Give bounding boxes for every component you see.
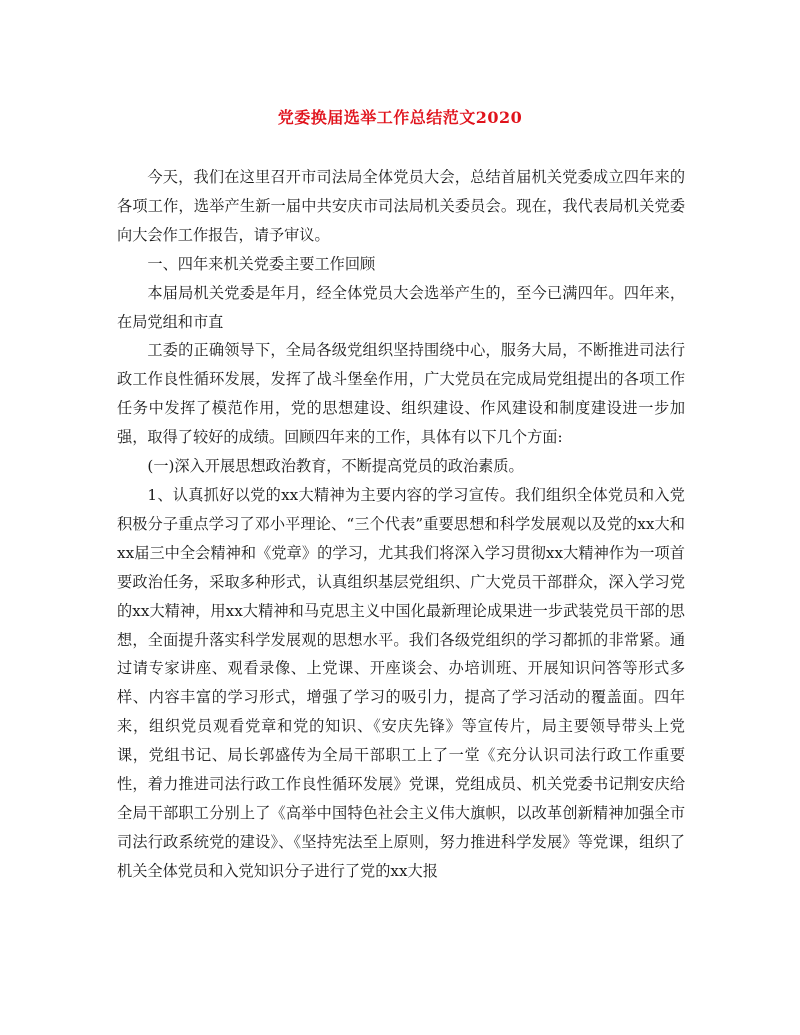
paragraph: 工委的正确领导下，全局各级党组织坚持围绕中心，服务大局，不断推进司法行政工作良性循环发展，发挥了战斗堡垒作用，广大党员在完成局党组提出的各项工作任务中发挥了模范作用，党的思想建设、组织建设、作风建设和制度建设进一步加强，取得了较好的成绩。回顾四年来的工作，具体有以下几个方面:: [117, 341, 685, 447]
paragraph: 1、认真抓好以党的xx大精神为主要内容的学习宣传。我们组织全体党员和入党积极分子重点学习了邓小平理论、“三个代表”重要思想和科学发展观以及党的xx大和xx届三中全会精神和《党章》的学习，尤其我们将深入学习贯彻xx大精神作为一项首要政治任务，采取多种形式，认真组织基层党组织、广大党员干部群众，深入学习党的xx大精神，用xx大精神和马克思主义中国化最新理论成果进一步武装党员干部的思想，全面提升落实科学发展观的思想水平。我们各级党组织的学习都抓的非常紧。通过请专家讲座、观看录像、上党课、开座谈会、办培训班、开展知识问答等形式多样、内容丰富的学习形式，增强了学习的吸引力，提高了学习活动的覆盖面。四年来，组织党员观看党章和党的知识、《安庆先锋》等宣传片，局主要领导带头上党课，党组书记、局长郭盛传为全局干部职工上了一堂《充分认识司法行政工作重要性，着力推进司法行政工作良性循环发展》党课，党组成员、机关党委书记荆安庆给全局干部职工分别上了《高举中国特色社会主义伟大旗帜，以改革创新精神加强全市司法行政系统党的建设》、《坚持宪法至上原则，努力推进科学发展》等党课，组织了机关全体党员和入党知识分子进行了党的xx大报: [117, 485, 685, 880]
paragraph: 本届局机关党委是年月，经全体党员大会选举产生的，至今已满四年。四年来，在局党组和市直: [117, 283, 685, 331]
paragraph-intro: 今天，我们在这里召开市司法局全体党员大会，总结首届机关党委成立四年来的各项工作，选举产生新一届中共安庆市司法局机关委员会。现在，我代表局机关党委向大会作工作报告，请予审议。: [117, 168, 685, 244]
document-title: 党委换届选举工作总结范文2020: [277, 108, 523, 127]
section-heading: 一、四年来机关党委主要工作回顾: [147, 254, 376, 273]
subsection-heading: (一)深入开展思想政治教育，不断提高党员的政治素质。: [147, 457, 524, 476]
document-body: [117, 163, 685, 886]
